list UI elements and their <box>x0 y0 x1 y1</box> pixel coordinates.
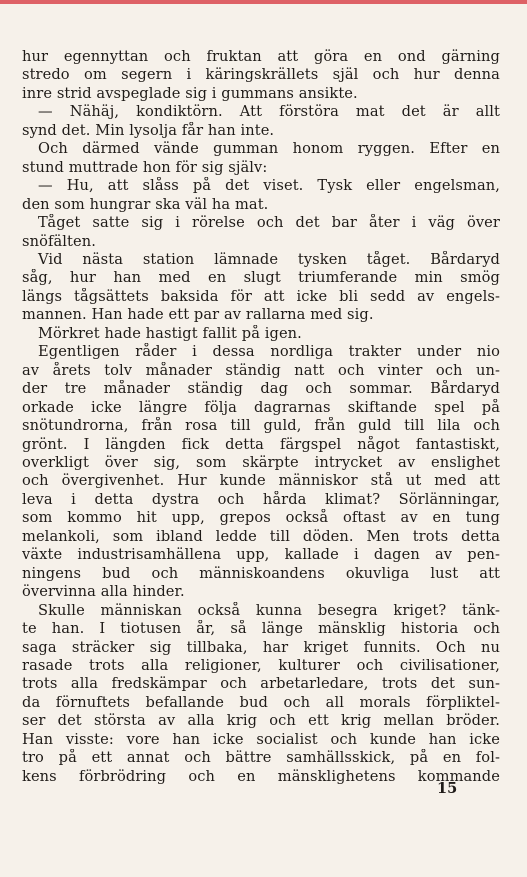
text-line: såg, hur han med en slugt triumferande min smög <box>22 269 500 287</box>
text-line: Vid nästa station lämnade tysken tåget. Bårdaryd <box>38 250 500 268</box>
text-line: ningens bud och människoandens okuvliga lust att <box>22 564 500 582</box>
text-line: som kommo hit upp, grepos också oftast av en tung <box>22 509 500 527</box>
text-line: snötundrorna, från rosa till guld, från guld till lila och <box>22 417 500 435</box>
text-line: och övergivenhet. Hur kunde människor stå ut med att <box>22 472 500 490</box>
text-line: grönt. I längden fick detta färgspel något fantastiskt, <box>22 435 500 453</box>
body-text <box>22 48 500 808</box>
text-line: — Nähäj, kondiktörn. Att förstöra mat det är allt <box>38 103 500 121</box>
text-line: Han visste: vore han icke socialist och kunde han icke <box>22 730 500 748</box>
text-line: växte industrisamhällena upp, kallade i dagen av pen- <box>22 546 500 564</box>
text-line: stund muttrade hon för sig själv: <box>22 158 268 176</box>
text-line: mannen. Han hade ett par av rallarna med sig. <box>22 306 374 324</box>
text-line: tro på ett annat och bättre samhällsskick, på en fol- <box>22 749 500 767</box>
text-line: saga sträcker sig tillbaka, har kriget funnits. Och nu <box>22 638 500 656</box>
text-line: kens förbrödring och en mänsklighetens kommande <box>22 767 500 785</box>
top-border-decoration <box>0 0 527 4</box>
text-line: melankoli, som ibland ledde till döden. Men trots detta <box>22 527 500 545</box>
text-line: da förnuftets befallande bud och all morals förpliktel- <box>22 693 500 711</box>
text-line: Och därmed vände gumman honom ryggen. Efter en <box>38 140 500 158</box>
text-line: — Hu, att slåss på det viset. Tysk eller engelsman, <box>38 177 500 195</box>
text-line: Egentligen råder i dessa nordliga trakter under nio <box>38 343 500 361</box>
text-line: Skulle människan också kunna besegra kriget? tänk- <box>38 601 500 619</box>
text-line: trots alla fredskämpar och arbetarledare, trots det sun- <box>22 675 500 693</box>
text-line: leva i detta dystra och hårda klimat? Sörlänningar, <box>22 490 500 508</box>
text-line: av årets tolv månader ständig natt och vinter och un- <box>22 361 500 379</box>
text-line: synd det. Min lysolja får han inte. <box>22 121 275 139</box>
text-line: den som hungrar ska väl ha mat. <box>22 195 269 213</box>
text-line: der tre månader ständig dag och sommar. Bårdaryd <box>22 380 500 398</box>
text-line: övervinna alla hinder. <box>22 583 185 601</box>
text-line: stredo om segern i käringskrällets själ och hur denna <box>22 66 500 84</box>
text-line: ser det största av alla krig och ett krig mellan bröder. <box>22 712 500 730</box>
text-line: te han. I tiotusen år, så länge mänsklig historia och <box>22 620 500 638</box>
text-line: snöfälten. <box>22 232 96 250</box>
page-number: 15 <box>437 780 458 797</box>
text-line: hur egennyttan och fruktan att göra en ond gärning <box>22 48 500 65</box>
text-line: Tåget satte sig i rörelse och det bar åter i väg över <box>38 214 500 232</box>
text-line: orkade icke längre följa dagrarnas skiftande spel på <box>22 398 500 416</box>
text-line: längs tågsättets baksida för att icke bli sedd av engels- <box>22 287 500 305</box>
text-line: Mörkret hade hastigt fallit på igen. <box>38 324 302 342</box>
text-line: inre strid avspeglade sig i gummans ansikte. <box>22 84 358 102</box>
text-line: rasade trots alla religioner, kulturer och civilisationer, <box>22 656 500 674</box>
text-line: overkligt över sig, som skärpte intrycket av enslighet <box>22 453 500 471</box>
